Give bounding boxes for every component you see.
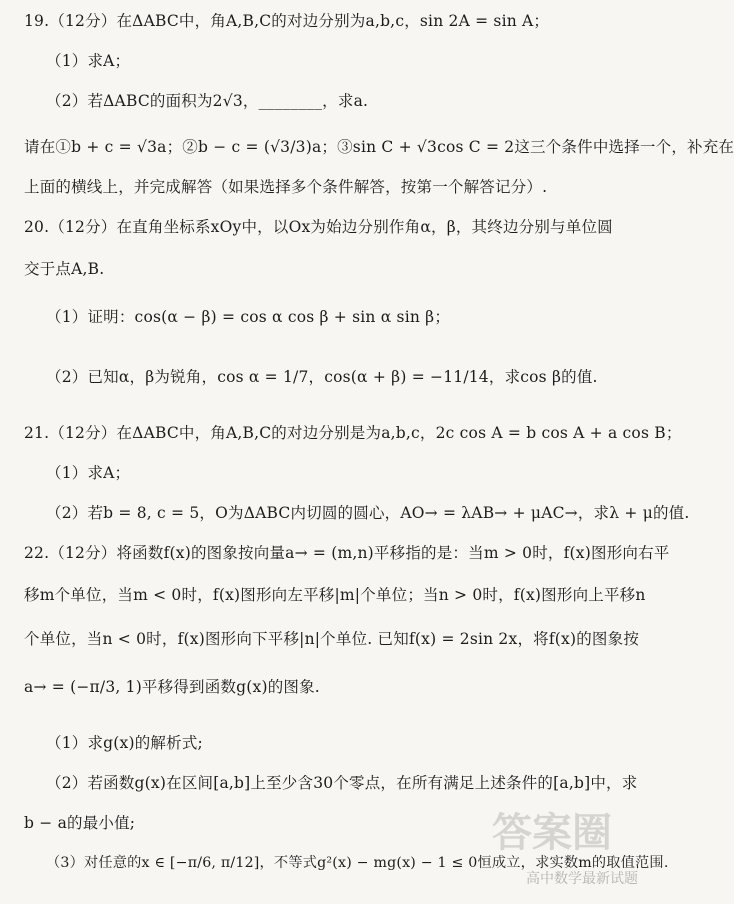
q22-part1: （1）求g(x)的解析式; bbox=[46, 734, 203, 752]
watermark-text: 高中数学最新试题 bbox=[526, 871, 638, 887]
q22-stem-3: 个单位，当n < 0时，f(x)图形向下平移|n|个单位. 已知f(x) = 2sin 2x，将f(x)的图象按 bbox=[24, 630, 640, 648]
q22-part3: （3）对任意的x ∈ [−π/6, π/12]，不等式g²(x) − mg(x) − 1 ≤ 0恒成立，求实数m的取值范围. bbox=[46, 855, 669, 871]
q19-part2: （2）若ΔABC的面积为2√3，________，求a. bbox=[46, 92, 369, 110]
q19-stem: 19.（12分）在ΔABC中，角A,B,C的对边分别为a,b,c，sin 2A = sin A； bbox=[24, 12, 550, 30]
q20-stem: 20.（12分）在直角坐标系xOy中，以Ox为始边分别作角α，β，其终边分别与单位圆 bbox=[24, 218, 613, 236]
q20-part2: （2）已知α，β为锐角，cos α = 1/7，cos(α + β) = −11/14，求cos β的值. bbox=[46, 368, 598, 386]
q20-part1: （1）证明：cos(α − β) = cos α cos β + sin α sin β； bbox=[46, 308, 451, 326]
q22-stem: 22.（12分）将函数f(x)的图象按向量a→ = (m,n)平移指的是：当m > 0时，f(x)图形向右平 bbox=[24, 544, 670, 562]
q21-part1: （1）求A； bbox=[46, 464, 131, 482]
q19-part1: （1）求A； bbox=[46, 52, 131, 70]
q22-part2: （2）若函数g(x)在区间[a,b]上至少含30个零点，在所有满足上述条件的[a,b]中，求 bbox=[46, 774, 638, 792]
q22-stem-4: a→ = (−π/3, 1)平移得到函数g(x)的图象. bbox=[24, 678, 320, 696]
q19-conditions: 请在①b + c = √3a；②b − c = (√3/3)a；③sin C + √3cos C = 2这三个条件中选择一个，补充在 bbox=[24, 138, 734, 156]
q22-part2-cont: b − a的最小值; bbox=[24, 814, 136, 832]
q21-part2: （2）若b = 8, c = 5，O为ΔABC内切圆的圆心，AO→ = λAB→ + μAC→，求λ + μ的值. bbox=[46, 504, 690, 522]
q20-stem-cont: 交于点A,B. bbox=[24, 260, 105, 278]
watermark-logo: 答案圈 bbox=[492, 810, 612, 856]
q21-stem: 21.（12分）在ΔABC中，角A,B,C的对边分别是为a,b,c，2c cos A = b cos A + a cos B； bbox=[24, 424, 682, 442]
q22-stem-2: 移m个单位，当m < 0时，f(x)图形向左平移|m|个单位；当n > 0时，f(x)图形向上平移n bbox=[24, 586, 646, 604]
q19-instruction: 上面的横线上，并完成解答（如果选择多个条件解答，按第一个解答记分）. bbox=[24, 178, 548, 196]
